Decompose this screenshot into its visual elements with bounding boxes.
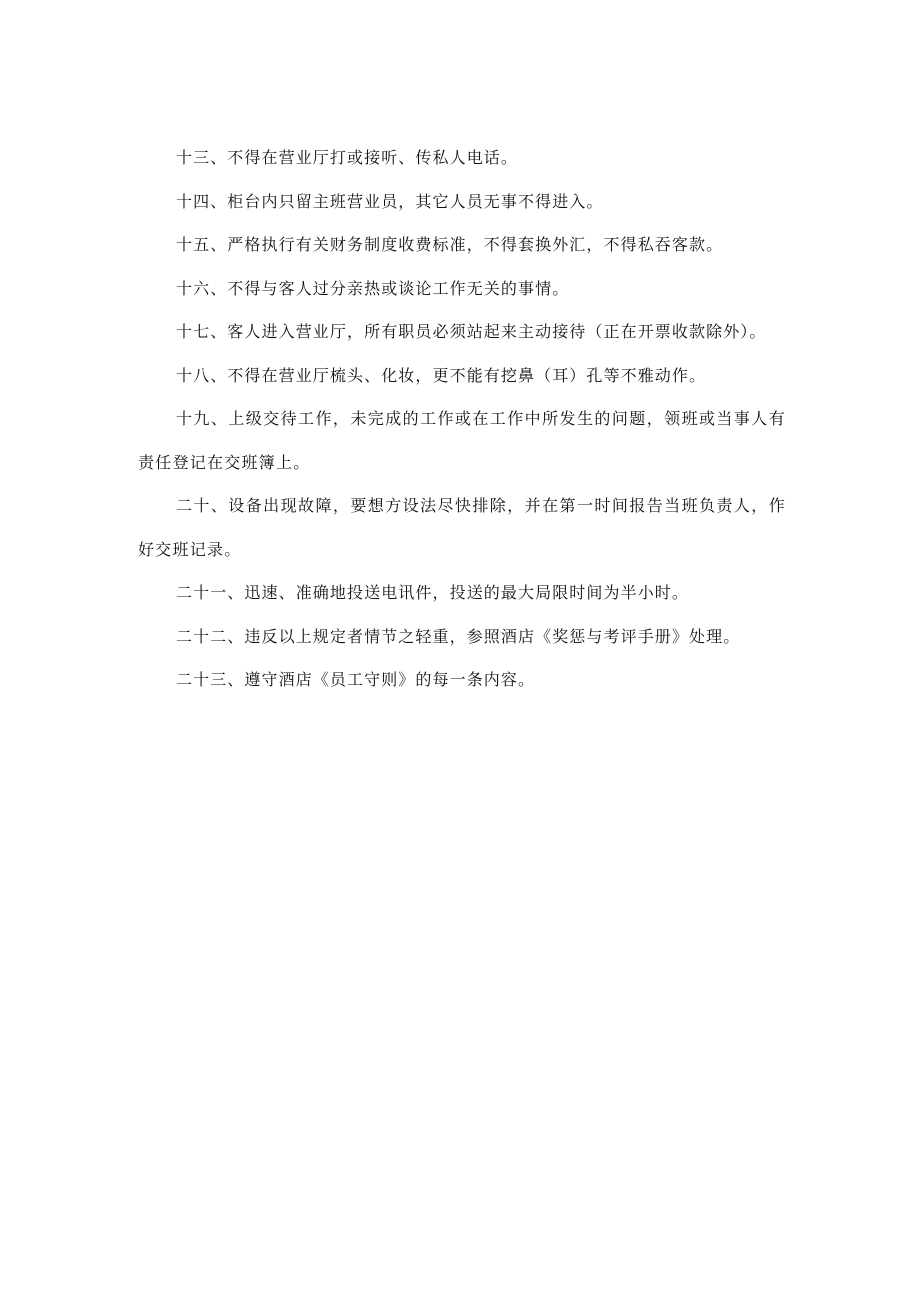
rule-14: 十四、柜台内只留主班营业员，其它人员无事不得进入。 (176, 191, 604, 211)
rule-21: 二十一、迅速、准确地投送电讯件，投送的最大局限时间为半小时。 (176, 583, 690, 602)
rule-16: 十六、不得与客人过分亲热或谈论工作无关的事情。 (176, 278, 570, 298)
rule-23: 二十三、遵守酒店《员工守则》的每一条内容。 (176, 670, 536, 689)
rule-22: 二十二、违反以上规定者情节之轻重，参照酒店《奖惩与考评手册》处理。 (176, 626, 741, 646)
document-body (138, 136, 786, 702)
rule-17: 十七、客人进入营业厅，所有职员必须站起来主动接待（正在开票收款除外）。 (176, 322, 767, 341)
rule-13: 十三、不得在营业厅打或接听、传私人电话。 (176, 148, 519, 167)
rule-20: 二十、设备出现故障，要想方设法尽快排除，并在第一时间报告当班负责人，作好交班记录。 (138, 496, 786, 559)
rule-15: 十五、严格执行有关财务制度收费标准，不得套换外汇，不得私吞客款。 (176, 235, 724, 254)
rule-19: 十九、上级交待工作，未完成的工作或在工作中所发生的问题，领班或当事人有责任登记在交班簿上。 (138, 409, 786, 472)
rule-18: 十八、不得在营业厅梳头、化妆，更不能有挖鼻（耳）孔等不雅动作。 (176, 365, 707, 385)
